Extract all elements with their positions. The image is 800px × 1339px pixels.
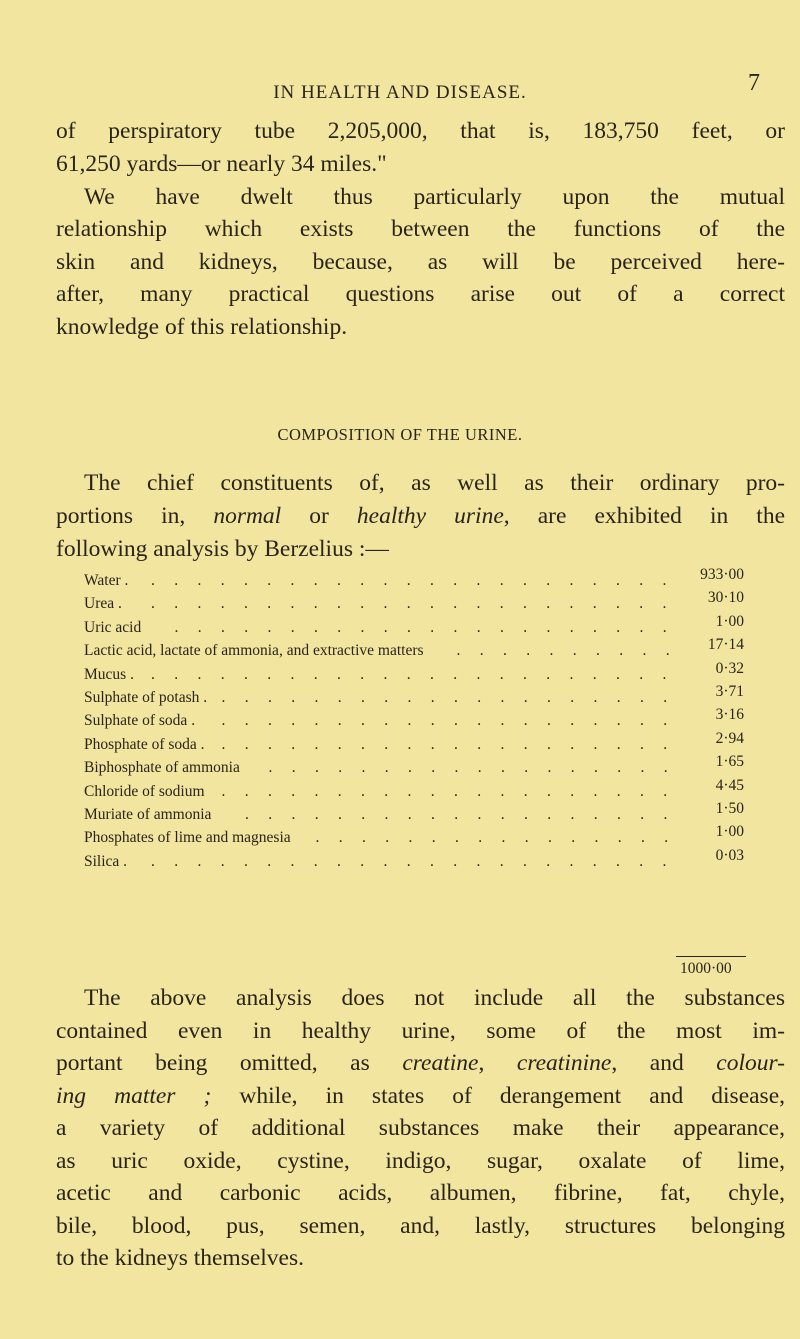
constituent-label: Mucus .: [84, 665, 134, 683]
text-segment: portant being omitted, as: [56, 1050, 403, 1076]
constituent-value: 17·14: [707, 636, 744, 654]
leader-dots: . . . . . . . . . . . . . . . . . . . .: [221, 735, 668, 753]
table-row: [84, 659, 744, 688]
constituent-value: 1·00: [715, 612, 744, 630]
table-row: [84, 706, 744, 734]
text-line: [56, 503, 785, 530]
constituent-value: 0·03: [715, 846, 744, 864]
constituent-label: Water .: [84, 572, 129, 589]
constituent-value: 30·10: [707, 589, 744, 607]
text-line: [56, 151, 387, 178]
constituent-label: Sulphate of soda .: [84, 712, 196, 730]
text-segment: portions in,: [56, 503, 214, 529]
leader-dots: . . . . . . . . . . . . . . . . . . . .: [221, 712, 668, 730]
text-line: [56, 249, 785, 276]
text-line: [56, 281, 785, 308]
italic-text: creatine: [402, 1050, 479, 1076]
leader-dots: . . . . . . . . . . . . . . . . . . . . . . .: [151, 595, 667, 613]
text-line: [84, 184, 785, 211]
text-segment: after, many practical questions arise out of a correct: [56, 281, 785, 307]
italic-text: creatinine: [516, 1050, 612, 1076]
text-segment: ,: [478, 1050, 517, 1076]
text-segment: 61,250 yards—or nearly 34 miles.": [56, 151, 387, 177]
text-line: [84, 470, 785, 497]
table-row: [84, 729, 744, 758]
constituent-label: Phosphate of soda .: [84, 735, 205, 753]
leader-dots: . . . . . . . . . . . . . . . . . . . .: [221, 782, 668, 800]
constituent-label: Phosphates of lime and magnesia: [84, 829, 291, 847]
text-segment: acetic and carbonic acids, albumen, fibrine, fat, chyle,: [56, 1180, 785, 1206]
text-line: [56, 1180, 785, 1207]
text-line: [84, 985, 785, 1012]
text-line: [56, 536, 389, 563]
text-line: [56, 1050, 785, 1077]
constituent-value: 0·32: [715, 659, 744, 677]
total-rule: [676, 956, 746, 957]
text-segment: following analysis by Berzelius :—: [56, 536, 389, 562]
constituent-label: Chloride of sodium: [84, 782, 205, 800]
constituent-label: Uric acid: [84, 618, 142, 636]
constituent-value: 3·16: [715, 706, 744, 724]
constituent-value: 1·65: [715, 753, 744, 771]
text-line: [56, 1148, 785, 1175]
text-line: [56, 1018, 785, 1045]
table-row: [84, 636, 744, 664]
text-line: [56, 1213, 785, 1240]
table-row: [84, 823, 744, 851]
text-line: [56, 1083, 785, 1110]
text-segment: The chief constituents of, as well as their ordinary pro-: [84, 470, 785, 496]
constituent-label: Lactic acid, lactate of ammonia, and extractive matters: [84, 642, 424, 660]
constituent-value: 1·00: [715, 823, 744, 841]
text-segment: relationship which exists between the functions of the: [56, 216, 785, 242]
text-segment: , are exhibited in the: [503, 503, 786, 529]
page-number: 7: [748, 70, 760, 96]
text-segment: a variety of additional substances make their appearance,: [56, 1115, 785, 1141]
table-row: [84, 776, 744, 805]
leader-dots: . . . . . . . . . . . . . . . . . . . . . . .: [151, 852, 667, 870]
table-row: [84, 589, 744, 617]
table-total: 1000·00: [680, 960, 732, 977]
text-segment: skin and kidneys, because, as will be perceived here-: [56, 249, 785, 275]
leader-dots: . . . . . . . . . . . . . . . . . . . . . . .: [151, 665, 667, 683]
table-row: [84, 846, 744, 875]
constituent-label: Urea .: [84, 595, 122, 613]
constituent-label: Biphosphate of ammonia: [84, 759, 240, 777]
constituent-label: Silica .: [84, 852, 128, 870]
leader-dots: . . . . . . . . . . . . . . . . . . . . . . .: [151, 572, 667, 589]
constituent-value: 4·45: [715, 776, 744, 794]
text-segment: while, in states of derangement and disease,: [211, 1082, 786, 1109]
table-row: [84, 683, 744, 711]
constituent-value: 2·94: [715, 729, 744, 747]
leader-dots: . . . . . . . . . . . . . . . . . . .: [245, 806, 668, 823]
leader-dots: . . . . . . . . . . . . . . . . . .: [268, 759, 668, 777]
section-heading: COMPOSITION OF THE URINE.: [277, 425, 523, 444]
text-segment: The above analysis does not include all the substances: [84, 985, 785, 1011]
text-segment: to the kidneys themselves.: [56, 1245, 305, 1271]
table-row: [84, 612, 744, 641]
text-segment: We have dwelt thus particularly upon the mutual: [84, 184, 785, 210]
running-title: IN HEALTH AND DISEASE.: [273, 82, 527, 103]
text-line: [56, 314, 347, 341]
constituent-value: 933·00: [700, 566, 744, 583]
leader-dots: . . . . . . . . . . . . . . . .: [315, 829, 669, 847]
text-segment: or: [281, 503, 357, 529]
constituent-value: 1·50: [715, 800, 744, 817]
text-line: [56, 1115, 785, 1142]
italic-text: ing matter ;: [56, 1082, 212, 1109]
text-segment: contained even in healthy urine, some of the most im-: [56, 1017, 785, 1044]
text-line: [56, 1245, 304, 1272]
leader-dots: . . . . . . . . . . . . . . . . . . . . . .: [174, 618, 667, 636]
italic-text: healthy urine: [356, 503, 504, 529]
italic-text: colour-: [716, 1050, 785, 1076]
text-line: [56, 118, 785, 145]
text-segment: bile, blood, pus, semen, and, lastly, structures belonging: [56, 1212, 785, 1239]
text-segment: as uric oxide, cystine, indigo, sugar, oxalate of lime,: [56, 1147, 785, 1174]
text-segment: , and: [611, 1050, 717, 1076]
table-row: [84, 800, 744, 828]
leader-dots: . . . . . . . . . . . . . . . . . . . .: [221, 689, 668, 706]
text-segment: knowledge of this relationship.: [56, 314, 348, 340]
table-row: [84, 566, 744, 594]
constituent-value: 3·71: [715, 683, 744, 700]
table-row: [84, 753, 744, 781]
text-line: [56, 216, 785, 243]
leader-dots: . . . . . . . . . .: [456, 642, 670, 660]
constituent-label: Sulphate of potash .: [84, 689, 208, 706]
italic-text: normal: [213, 503, 282, 529]
constituent-label: Muriate of ammonia: [84, 806, 212, 823]
text-segment: of perspiratory tube 2,205,000, that is, 183,750 feet, or: [56, 118, 785, 144]
